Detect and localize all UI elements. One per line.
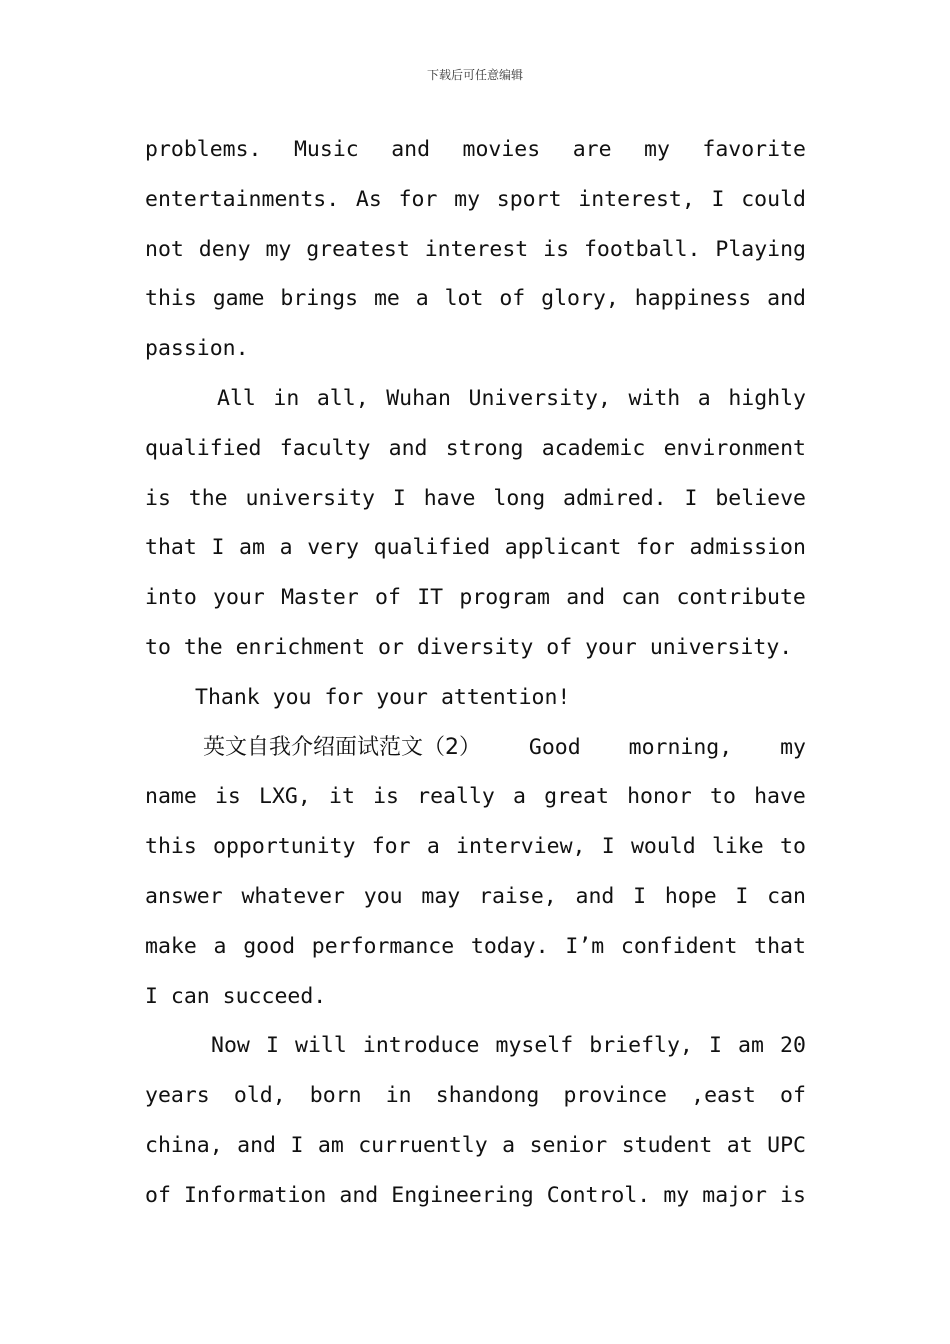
word: for	[635, 535, 675, 561]
word: introduce	[362, 1033, 480, 1059]
word: like	[711, 834, 764, 860]
word: a	[415, 286, 429, 312]
word: football.	[583, 236, 701, 262]
word: honor	[627, 784, 692, 810]
word: admired.	[563, 485, 667, 511]
word: I	[265, 1033, 279, 1059]
word: in	[273, 385, 300, 411]
word: I’m	[565, 933, 605, 959]
word: and	[339, 1182, 379, 1208]
page-header: 下载后可任意编辑	[426, 68, 523, 82]
word: major	[702, 1182, 767, 1208]
word: make	[145, 933, 197, 959]
word: province	[563, 1083, 668, 1109]
word: opportunity	[213, 834, 356, 860]
word: am	[738, 1033, 764, 1059]
word: my	[663, 1182, 690, 1208]
word: is	[214, 784, 241, 810]
word: china,	[145, 1132, 223, 1158]
word: is	[543, 236, 570, 262]
word: in	[385, 1083, 412, 1109]
word: can	[621, 585, 661, 611]
text-line	[145, 225, 806, 275]
word: my	[780, 734, 806, 760]
word: to	[780, 834, 806, 860]
word: I	[711, 186, 725, 212]
word: interest,	[578, 186, 695, 212]
word: Now	[211, 1033, 250, 1059]
word: that	[145, 535, 197, 561]
word: the	[188, 485, 228, 511]
word: could	[741, 186, 806, 212]
text-line	[145, 772, 806, 822]
word: great	[544, 784, 609, 810]
word: deny	[198, 236, 251, 262]
word: a	[213, 933, 227, 959]
word: a	[279, 535, 293, 561]
word: university	[245, 485, 375, 511]
text-line	[145, 1021, 806, 1071]
word: strong	[445, 435, 524, 461]
text-line	[145, 324, 806, 374]
word: LXG,	[259, 784, 311, 810]
word: to the enrichment or diversity of your university.	[145, 634, 793, 660]
word: to	[710, 784, 736, 810]
word: are	[572, 137, 612, 162]
text-line	[145, 822, 806, 872]
word: and	[391, 137, 431, 162]
word: this	[145, 286, 197, 312]
word: movies	[462, 137, 541, 162]
text-line	[145, 623, 806, 673]
word: of	[375, 585, 401, 611]
word: good	[243, 933, 296, 959]
text-line	[145, 523, 806, 573]
word: long	[493, 485, 546, 511]
word: am	[317, 1132, 344, 1158]
word: very	[307, 535, 359, 561]
word: have	[423, 485, 476, 511]
word: born	[309, 1083, 362, 1109]
word: I	[601, 834, 615, 860]
word: I	[633, 883, 647, 909]
word: applicant	[504, 535, 622, 561]
word: favorite	[702, 137, 806, 162]
word: shandong	[435, 1083, 540, 1109]
word: of	[780, 1083, 806, 1109]
word: a	[697, 385, 711, 411]
word: qualified	[373, 535, 491, 561]
word: UPC	[767, 1132, 806, 1158]
word: I	[211, 535, 225, 561]
text-line	[145, 872, 806, 922]
word: myself	[495, 1033, 574, 1059]
text-line	[145, 274, 806, 324]
word: University,	[468, 385, 611, 411]
word: for	[398, 186, 438, 212]
word: for	[371, 834, 411, 860]
text-line	[145, 972, 806, 1022]
word: I	[708, 1033, 722, 1059]
word: senior	[529, 1132, 608, 1158]
word: with	[628, 385, 681, 411]
text-line	[145, 573, 806, 623]
word: Thank you for your attention!	[195, 684, 571, 710]
word: that	[754, 933, 806, 959]
word: hope	[664, 883, 717, 909]
word: name	[145, 784, 197, 810]
word: passion.	[145, 336, 249, 362]
word: game	[212, 286, 265, 312]
word: Wuhan	[386, 385, 451, 411]
word: it	[329, 784, 355, 810]
word: I	[392, 485, 406, 511]
word: and	[388, 435, 428, 461]
text-line	[145, 175, 806, 225]
word: am	[239, 535, 265, 561]
word: IT	[417, 585, 444, 611]
word: interview,	[456, 834, 586, 860]
word: years	[145, 1083, 210, 1109]
word: today.	[470, 933, 549, 959]
word: my	[265, 236, 292, 262]
word: a	[513, 784, 526, 810]
word: performance	[311, 933, 455, 959]
word: and	[237, 1132, 276, 1158]
word: All	[217, 385, 256, 411]
word: program	[459, 585, 550, 611]
word: my	[454, 186, 481, 212]
word: raise,	[479, 883, 557, 909]
word: is	[373, 784, 399, 810]
text-line	[145, 474, 806, 524]
word: would	[630, 834, 696, 860]
text-line	[145, 673, 806, 723]
word: academic	[541, 435, 646, 461]
word: of	[499, 286, 526, 312]
word: Music	[293, 137, 359, 162]
word: curruently	[358, 1132, 488, 1158]
word: interest	[424, 236, 529, 262]
word: may	[421, 883, 461, 909]
word: glory,	[541, 286, 619, 312]
word: student	[621, 1132, 713, 1158]
word: environment	[663, 435, 806, 461]
word: sport	[496, 186, 562, 212]
word: 英文自我介绍面试范文（2）	[203, 734, 481, 760]
word: I	[290, 1132, 304, 1158]
word: old,	[233, 1083, 286, 1109]
word: I	[684, 485, 698, 511]
word: faculty	[279, 435, 371, 461]
word: 20	[780, 1033, 806, 1059]
word: entertainments.	[145, 186, 340, 212]
word: qualified	[145, 435, 262, 461]
word: and	[566, 585, 606, 611]
word: and	[575, 883, 615, 909]
word: contribute	[676, 585, 806, 611]
word: Master	[281, 585, 359, 611]
text-line	[145, 125, 806, 175]
word: briefly,	[589, 1033, 693, 1059]
text-line	[145, 1171, 806, 1221]
text-line	[145, 1121, 806, 1171]
text-line	[145, 374, 806, 424]
word: is	[780, 1182, 806, 1208]
word: really	[417, 784, 495, 810]
word: Good	[528, 734, 581, 760]
word: admission	[689, 535, 806, 561]
word: have	[754, 784, 806, 810]
word: answer	[145, 883, 223, 909]
text-line	[145, 922, 806, 972]
word: problems.	[145, 137, 262, 162]
word: into	[145, 585, 197, 611]
word: whatever	[241, 883, 346, 909]
word: greatest	[306, 236, 410, 262]
word: Control.	[546, 1182, 651, 1208]
word: is	[145, 485, 171, 511]
word: highly	[728, 385, 806, 411]
word: ,east	[691, 1083, 756, 1109]
word: my	[644, 137, 670, 162]
word: this	[145, 834, 197, 860]
word: can	[767, 883, 806, 909]
word: a	[426, 834, 440, 860]
text-line	[145, 1071, 806, 1121]
word: Playing	[715, 236, 806, 262]
word: Engineering	[391, 1182, 534, 1208]
word: happiness	[634, 286, 752, 312]
word: Information	[183, 1182, 327, 1208]
text-line	[145, 424, 806, 474]
word: brings	[280, 286, 359, 312]
word: and	[767, 286, 806, 312]
word: me	[373, 286, 400, 312]
word: As	[355, 186, 382, 212]
word: your	[213, 585, 265, 611]
word: all,	[316, 385, 369, 411]
word: you	[363, 883, 403, 909]
word: a	[502, 1132, 516, 1158]
word: I can succeed.	[145, 983, 327, 1009]
word: will	[295, 1033, 347, 1059]
word: confident	[620, 933, 738, 959]
word: morning,	[628, 734, 733, 760]
word: believe	[715, 485, 806, 511]
word: of	[145, 1182, 171, 1208]
document-body	[145, 125, 806, 1221]
word: not	[145, 236, 184, 262]
word: lot	[444, 286, 484, 312]
word: at	[726, 1132, 753, 1158]
text-line	[145, 723, 806, 773]
word: I	[735, 883, 749, 909]
